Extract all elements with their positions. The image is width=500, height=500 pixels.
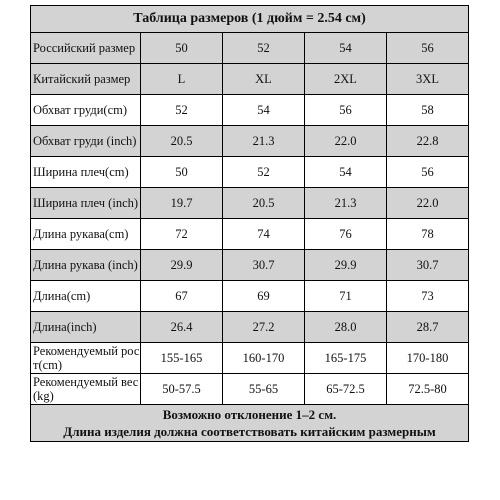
size-value-cell: 71 <box>305 281 387 312</box>
table-row <box>31 374 469 405</box>
size-value-cell: 3XL <box>387 64 469 95</box>
size-value-cell: 21.3 <box>223 126 305 157</box>
table-row <box>31 219 469 250</box>
size-value-cell: 56 <box>387 157 469 188</box>
row-label: Длина(cm) <box>31 281 141 312</box>
size-value-cell: 74 <box>223 219 305 250</box>
size-value-cell: 54 <box>305 33 387 64</box>
size-value-cell: 52 <box>223 33 305 64</box>
size-value-cell: 21.3 <box>305 188 387 219</box>
row-label: Рекомендуемый вес (kg) <box>31 374 141 405</box>
size-value-cell: 78 <box>387 219 469 250</box>
size-value-cell: 52 <box>223 157 305 188</box>
size-value-cell: 22.0 <box>305 126 387 157</box>
size-value-cell: 52 <box>141 95 223 126</box>
size-value-cell: 165-175 <box>305 343 387 374</box>
footer-row <box>31 405 469 442</box>
size-value-cell: 20.5 <box>141 126 223 157</box>
size-value-cell: 56 <box>387 33 469 64</box>
row-label: Ширина плеч(cm) <box>31 157 141 188</box>
footer-line-2: Длина изделия должна соответствовать китайским размерным <box>63 424 436 439</box>
size-value-cell: 73 <box>387 281 469 312</box>
size-value-cell: 29.9 <box>141 250 223 281</box>
footer-note <box>31 405 469 442</box>
size-value-cell: 65-72.5 <box>305 374 387 405</box>
size-value-cell: 30.7 <box>387 250 469 281</box>
size-value-cell: 27.2 <box>223 312 305 343</box>
row-label: Китайский размер <box>31 64 141 95</box>
row-label: Длина рукава(cm) <box>31 219 141 250</box>
size-value-cell: 170-180 <box>387 343 469 374</box>
size-value-cell: 19.7 <box>141 188 223 219</box>
row-label: Российский размер <box>31 33 141 64</box>
size-value-cell: 22.0 <box>387 188 469 219</box>
row-label: Обхват груди (inch) <box>31 126 141 157</box>
size-value-cell: 55-65 <box>223 374 305 405</box>
size-value-cell: 54 <box>223 95 305 126</box>
size-value-cell: 50 <box>141 157 223 188</box>
size-value-cell: 20.5 <box>223 188 305 219</box>
size-value-cell: 22.8 <box>387 126 469 157</box>
row-label: Рекомендуемый рост(cm) <box>31 343 141 374</box>
table-title: Таблица размеров (1 дюйм = 2.54 см) <box>31 6 469 33</box>
size-value-cell: 2XL <box>305 64 387 95</box>
size-value-cell: 50 <box>141 33 223 64</box>
table-row <box>31 250 469 281</box>
table-row <box>31 64 469 95</box>
size-value-cell: 56 <box>305 95 387 126</box>
table-row <box>31 188 469 219</box>
table-row <box>31 33 469 64</box>
size-value-cell: 28.7 <box>387 312 469 343</box>
size-value-cell: 72 <box>141 219 223 250</box>
size-value-cell: 76 <box>305 219 387 250</box>
size-value-cell: 29.9 <box>305 250 387 281</box>
row-label: Длина(inch) <box>31 312 141 343</box>
table-row <box>31 312 469 343</box>
size-value-cell: 72.5-80 <box>387 374 469 405</box>
table-row <box>31 157 469 188</box>
size-table <box>30 5 469 442</box>
size-chart <box>30 5 468 493</box>
table-row <box>31 95 469 126</box>
size-value-cell: 69 <box>223 281 305 312</box>
size-value-cell: 50-57.5 <box>141 374 223 405</box>
row-label: Обхват груди(cm) <box>31 95 141 126</box>
size-value-cell: 28.0 <box>305 312 387 343</box>
size-value-cell: XL <box>223 64 305 95</box>
size-value-cell: 155-165 <box>141 343 223 374</box>
table-row <box>31 126 469 157</box>
row-label: Длина рукава (inch) <box>31 250 141 281</box>
row-label: Ширина плеч (inch) <box>31 188 141 219</box>
size-value-cell: 54 <box>305 157 387 188</box>
size-value-cell: 30.7 <box>223 250 305 281</box>
size-value-cell: L <box>141 64 223 95</box>
size-value-cell: 26.4 <box>141 312 223 343</box>
size-value-cell: 58 <box>387 95 469 126</box>
table-row <box>31 343 469 374</box>
footer-line-1: Возможно отклонение 1–2 см. <box>162 407 337 422</box>
size-value-cell: 67 <box>141 281 223 312</box>
table-row <box>31 281 469 312</box>
size-value-cell: 160-170 <box>223 343 305 374</box>
